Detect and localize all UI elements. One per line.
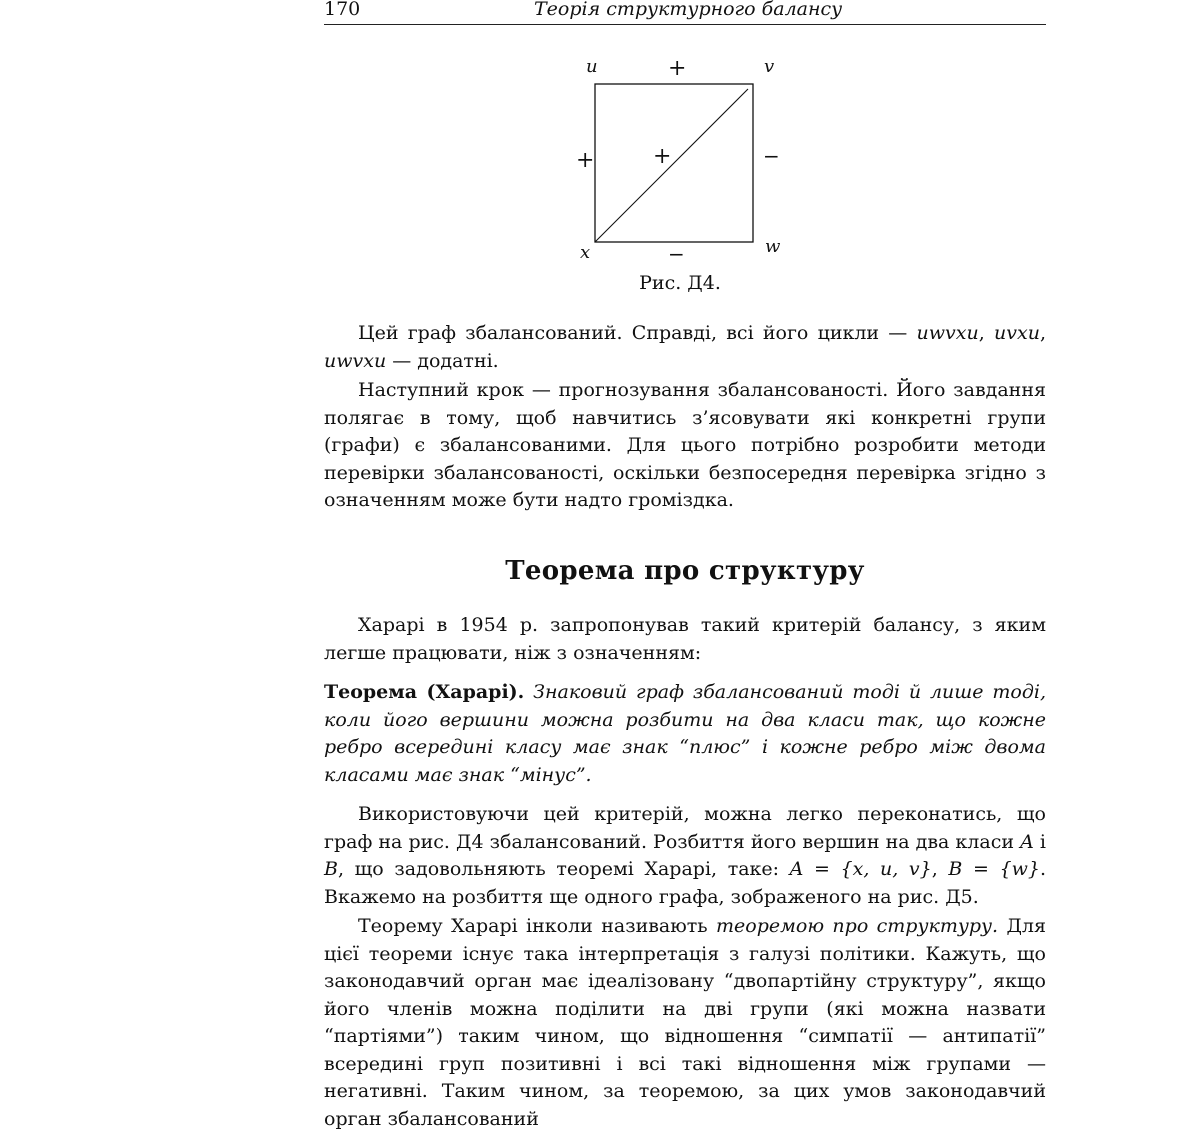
theorem-harary bbox=[324, 679, 1046, 789]
page-number: 170 bbox=[324, 0, 361, 20]
graph-diagonal-edge bbox=[595, 89, 748, 242]
text-block-1 bbox=[324, 320, 1046, 515]
edge-sign-bottom: − bbox=[668, 242, 685, 266]
section-heading: Теорема про структуру bbox=[505, 556, 865, 586]
paragraph-prediction: Наступний крок — прогнозування збалансованості. Його завдання полягає в тому, щоб навчитись з’ясовувати які конкретні групи (графи) є збалансованими. Для цього потрібно розробити методи перевірки збалансованості, оскільки безпосередня перевірка згідно з означенням може бути надто громіздка. bbox=[324, 379, 1046, 511]
paragraph-structure-theorem: Теорему Харарі інколи називають теоремою про структуру. Для цієї теореми існує така інтерпретація з галузі політики. Кажуть, що законодавчий орган має ідеалізовану “двопартійну структуру”, якщо його членів можна поділити на дві групи (які можна назвати “партіями”) таким чином, що відношення “симпатії — антипатії” всередині груп позитивні і всі такі відношення між групами — негативні. Таким чином, за теоремою, за цих умов законодавчий орган збалансований bbox=[324, 915, 1046, 1130]
page-header bbox=[324, 0, 1046, 25]
paragraph-harary-intro: Харарі в 1954 р. запропонував такий критерій балансу, з яким легше працювати, ніж з означенням: bbox=[324, 614, 1046, 664]
cycle-1: uwvxu bbox=[916, 322, 979, 344]
vertex-label-v: v bbox=[764, 56, 775, 77]
cycle-3: uwvxu bbox=[324, 349, 387, 372]
theorem-statement: Знаковий граф збалансований тоді й лише тоді, коли його вершини можна розбити на два класи так, що кожне ребро всередині класу має знак “плюс” і кожне ребро між двома класами має знак “мінус”. bbox=[324, 681, 1046, 786]
edge-sign-diagonal: + bbox=[653, 144, 672, 169]
theorem-name: Теорема (Харарі). bbox=[324, 681, 525, 703]
vertex-label-u: u bbox=[586, 56, 598, 77]
emphasis-structure-theorem: теоремою про структуру. bbox=[716, 915, 999, 937]
running-title: Теорія структурного балансу bbox=[534, 0, 843, 20]
edge-sign-left: + bbox=[576, 148, 595, 173]
edge-sign-right: − bbox=[763, 144, 780, 168]
figure-d4 bbox=[560, 52, 800, 302]
set-b: B = {w} bbox=[948, 858, 1040, 880]
vertex-label-x: x bbox=[580, 242, 591, 263]
figure-caption: Рис. Д4. bbox=[639, 272, 721, 294]
set-a: A = {x, u, v} bbox=[789, 858, 932, 880]
paragraph-balanced-cycles: Цей граф збалансований. Справді, всі його цикли — uwvxu, uvxu, uwvxu — додатні. bbox=[324, 322, 1046, 372]
paragraph-partition: Використовуючи цей критерій, можна легко переконатись, що граф на рис. Д4 збалансований. Розбиття його вершин на два класи A і B, що задовольняють теоремі Харарі, таке: A = {x, u, v}, B = {w}. Вкажемо на розбиття ще одного графа, зображеного на рис. Д5. bbox=[324, 803, 1046, 908]
edge-sign-top: + bbox=[668, 56, 687, 81]
vertex-label-w: w bbox=[765, 236, 781, 257]
cycle-2: uvxu bbox=[994, 322, 1040, 344]
text-block-2 bbox=[324, 612, 1046, 1133]
